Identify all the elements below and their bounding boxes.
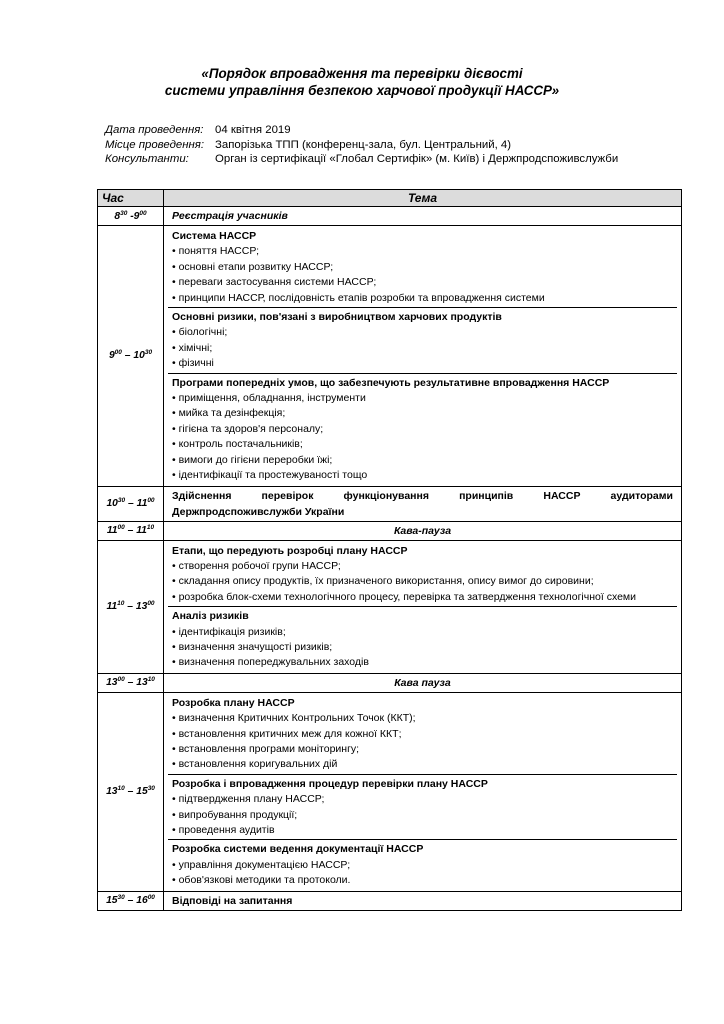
- list-item: • встановлення коригувальних дій: [172, 758, 338, 771]
- meta-consultants: [105, 152, 618, 167]
- topic-heading: Розробка і впровадження процедур перевірки плану НАССР: [172, 777, 488, 790]
- title-line-2: системи управління безпекою харчової продукції НАССР»: [164, 82, 560, 98]
- meta-value: Запорізька ТПП (конференц-зала, бул. Центральний, 4): [215, 138, 512, 151]
- time-cell: [98, 521, 164, 540]
- table-row: [98, 521, 682, 540]
- time-end-minutes: 00: [147, 894, 155, 902]
- list-item: • основні етапи розвитку НАССР;: [172, 260, 334, 273]
- topic-block: [168, 307, 677, 373]
- topic-cell: [164, 226, 682, 487]
- time-end-hour: 16: [136, 895, 148, 907]
- time-start-hour: 13: [106, 786, 118, 798]
- time-end-minutes: 30: [144, 349, 153, 357]
- header-topic: Тема: [164, 190, 682, 207]
- table-header-row: [98, 190, 682, 207]
- time-start-minutes: 10: [117, 785, 125, 793]
- list-item: • обов'язкові методики та протоколи.: [172, 874, 351, 887]
- meta-date: [105, 123, 618, 138]
- time-end-minutes: 10: [146, 524, 155, 531]
- time-end-hour: 13: [135, 601, 148, 613]
- time-cell: [98, 207, 164, 226]
- table-row: [98, 207, 682, 226]
- table-row: [98, 891, 682, 910]
- list-item: • контроль постачальників;: [172, 438, 303, 451]
- time-separator: –: [121, 350, 134, 362]
- time-cell: [98, 486, 164, 521]
- topic-heading: Розробка системи ведення документації НАССР: [172, 843, 424, 856]
- topic-cell: [164, 673, 682, 692]
- time-cell: [98, 673, 164, 692]
- title-line-1: «Порядок впровадження та перевірки дієвості: [201, 66, 523, 81]
- topic-cell: [164, 207, 682, 226]
- list-item: • складання опису продуктів, їх призначеного використання, опису вимог до сировини;: [172, 575, 594, 588]
- time-separator: –: [124, 677, 137, 689]
- time-end-hour: 9: [133, 210, 140, 222]
- time-cell: [98, 540, 164, 673]
- topic-block: [168, 227, 677, 307]
- list-item: • визначення попереджувальних заходів: [172, 656, 369, 669]
- time-separator: –: [125, 498, 137, 509]
- topic-block: [168, 606, 677, 672]
- topic-heading: Програми попередніх умов, що забезпечують результативне впровадження НАССР: [172, 376, 610, 389]
- coffee-break-label: Кава пауза: [394, 676, 451, 689]
- document-title: [0, 66, 724, 99]
- list-item: • підтвердження плану НАССР;: [172, 793, 325, 806]
- topic-block: [168, 839, 677, 889]
- meta-value: 04 квітня 2019: [215, 124, 291, 136]
- time-start-minutes: 00: [117, 524, 125, 531]
- time-end-hour: 15: [136, 786, 148, 798]
- time-start-hour: 11: [106, 525, 118, 536]
- table-row: [98, 692, 682, 891]
- list-item: • хімічні;: [172, 341, 213, 354]
- meta-label: Консультанти:: [105, 153, 189, 166]
- time-separator: –: [124, 601, 136, 613]
- time-start-minutes: 30: [117, 894, 125, 902]
- time-end-minutes: 00: [147, 600, 155, 608]
- meta-label: Місце проведення:: [105, 138, 204, 151]
- topic-heading: Система НАССР: [172, 230, 257, 242]
- list-item: • визначення значущості ризиків;: [172, 640, 333, 653]
- event-details: [105, 123, 618, 167]
- meta-value: Орган із сертифікації «Глобал Сертифік» (м. Київ) і Держпродспоживслужби: [215, 153, 619, 166]
- list-item: • приміщення, обладнання, інструменти: [172, 392, 366, 405]
- time-start-hour: 10: [106, 498, 118, 509]
- coffee-break-label: Кава-пауза: [393, 524, 452, 537]
- topic-cell: [164, 891, 682, 910]
- list-item: • переваги застосування системи НАССР;: [172, 276, 377, 289]
- table-row: [98, 226, 682, 487]
- topic-cell: [164, 521, 682, 540]
- time-cell: [98, 692, 164, 891]
- time-separator: –: [124, 525, 137, 536]
- time-cell: [98, 891, 164, 910]
- list-item: • встановлення критичних меж для кожної ККТ;: [172, 727, 402, 740]
- header-time: Час: [98, 190, 164, 207]
- time-cell: [98, 226, 164, 487]
- time-end-hour: 11: [136, 525, 147, 536]
- list-item: • встановлення програми моніторингу;: [172, 742, 360, 755]
- time-start-hour: 8: [114, 210, 121, 222]
- time-start-hour: 15: [106, 895, 118, 907]
- list-item: • визначення Критичних Контрольних Точок (ККТ);: [172, 712, 416, 725]
- topic-heading: Етапи, що передують розробці плану НАССР: [172, 544, 408, 557]
- list-item: • гігієна та здоров'я персоналу;: [172, 422, 324, 435]
- list-item: • біологічні;: [172, 326, 228, 339]
- list-item: • випробування продукції;: [172, 808, 298, 821]
- list-item: • створення робочої групи НАССР;: [172, 559, 341, 572]
- list-item: • розробка блок-схеми технологічного процесу, перевірка та затвердження технологічної схеми: [172, 590, 636, 603]
- time-start-minutes: 30: [117, 497, 126, 504]
- list-item: • управління документацією НАССР;: [172, 858, 351, 871]
- time-separator: –: [124, 895, 137, 907]
- time-end-minutes: 00: [139, 209, 147, 217]
- time-separator: –: [124, 786, 137, 798]
- time-separator: -: [127, 210, 134, 222]
- topic-heading: Аналіз ризиків: [172, 610, 249, 623]
- topic-text: Реєстрація учасників: [172, 210, 288, 222]
- list-item: • мийка та дезінфекція;: [172, 407, 286, 420]
- meta-label: Дата проведення:: [105, 124, 204, 136]
- table-row: [98, 540, 682, 673]
- time-start-hour: 11: [106, 601, 118, 613]
- topic-block: [168, 542, 677, 607]
- time-start-minutes: 30: [120, 209, 128, 217]
- topic-heading: Розробка плану НАССР: [172, 696, 295, 709]
- time-start-hour: 13: [106, 677, 118, 689]
- topic-block: [168, 373, 677, 485]
- topic-cell: [164, 540, 682, 673]
- list-item: • ідентифікації та простежуваності тощо: [172, 469, 368, 482]
- time-end-minutes: 10: [147, 676, 155, 684]
- list-item: • вимоги до гігієни переробки їжі;: [172, 453, 333, 466]
- time-start-minutes: 10: [117, 600, 125, 608]
- list-item: • ідентифікація ризиків;: [172, 625, 286, 638]
- table-row: [98, 673, 682, 692]
- topic-cell: [164, 486, 682, 521]
- topic-text: Відповіді на запитання: [172, 894, 293, 907]
- list-item: • принципи НАССР, послідовність етапів розробки та впровадження системи: [172, 291, 545, 304]
- time-end-hour: 13: [136, 677, 148, 689]
- time-end-minutes: 30: [147, 785, 155, 793]
- list-item: • фізичні: [172, 357, 214, 370]
- topic-text-line: Здійснення перевірок функціонування принципів НАССР аудиторами: [172, 489, 673, 502]
- list-item: • проведення аудитів: [172, 824, 275, 836]
- time-end-minutes: 00: [147, 497, 155, 504]
- meta-place: [105, 138, 618, 153]
- schedule-table: [97, 189, 682, 911]
- topic-heading: Основні ризики, пов'язані з виробництвом харчових продуктів: [172, 311, 502, 324]
- topic-cell: [164, 692, 682, 891]
- table-row: [98, 486, 682, 521]
- time-start-minutes: 00: [117, 676, 125, 684]
- schedule-body: [98, 207, 682, 911]
- list-item: • поняття НАССР;: [172, 245, 260, 258]
- time-end-hour: 11: [136, 498, 148, 509]
- time-start-hour: 9: [108, 350, 115, 362]
- topic-block: [168, 694, 677, 774]
- topic-block: [168, 774, 677, 840]
- time-end-hour: 10: [133, 350, 145, 362]
- topic-text-line: Держпродспоживслужби України: [172, 505, 345, 518]
- time-start-minutes: 00: [114, 349, 122, 357]
